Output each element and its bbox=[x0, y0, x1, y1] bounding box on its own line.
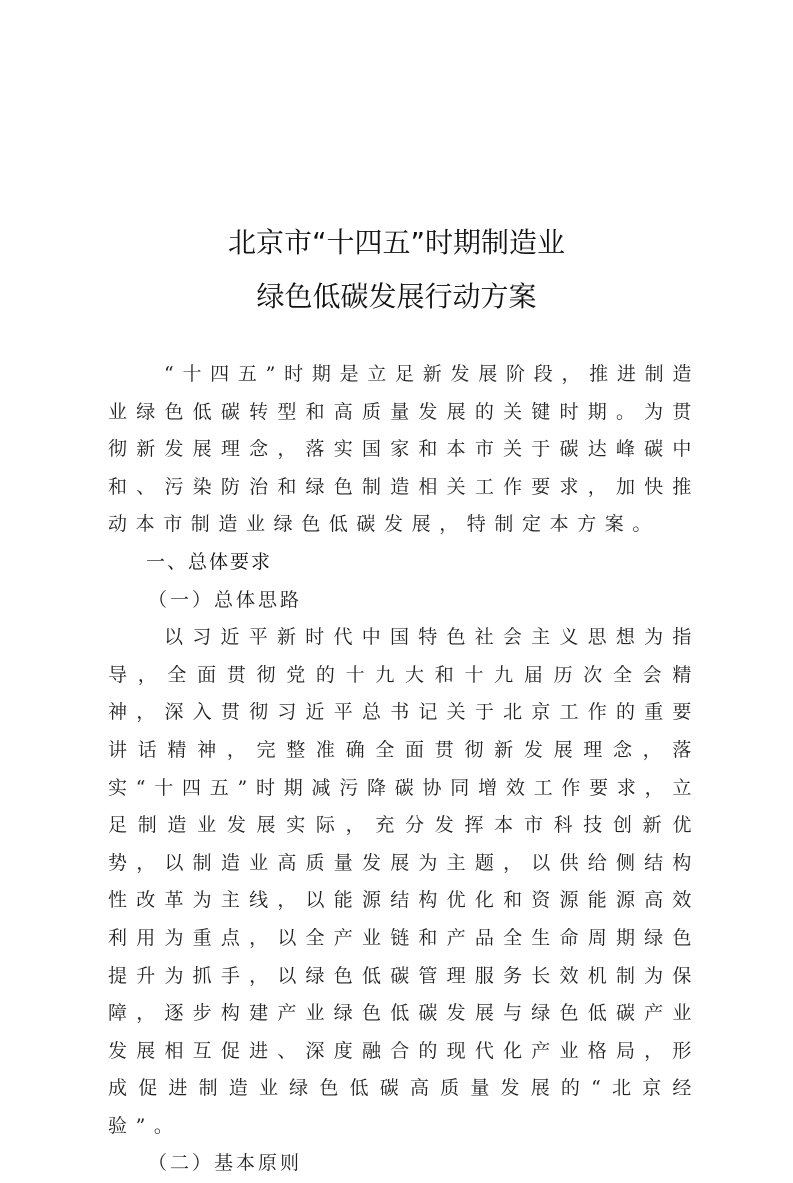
section-heading-general-requirements: 一、总体要求 bbox=[146, 550, 273, 573]
overall-approach-paragraph: 以习近平新时代中国特色社会主义思想为指导，全面贯彻党的十九大和十九届历次全会精神，深入贯彻习近平总书记关于北京工作的重要讲话精神，完整准确全面贯彻新发展理念，落实“十四五”时期减污降碳协同增效工作要求，立足制造业发展实际，充分发挥本市科技创新优势，以制造业高质量发展为主题，以供给侧结构性改革为主线，以能源结构优化和资源能源高效利用为重点，以全产业链和产品全生命周期绿色提升为抓手，以绿色低碳管理服务长效机制为保障，逐步构建产业绿色低碳发展与绿色低碳产业发展相互促进、深度融合的现代化产业格局，形成促进制造业绿色低碳高质量发展的“北京经验”。 bbox=[108, 626, 700, 1137]
document-title-line1: 北京市“十四五”时期制造业 bbox=[227, 226, 565, 259]
subsection-heading-basic-principles: （二）基本原则 bbox=[148, 1152, 303, 1175]
intro-paragraph: “十四五”时期是立足新发展阶段，推进制造业绿色低碳转型和高质量发展的关键时期。为贯彻新发展理念，落实国家和本市关于碳达峰碳中和、污染防治和绿色制造相关工作要求，加快推动本市制造业绿色低碳发展，特制定本方案。 bbox=[108, 363, 700, 536]
subsection-heading-overall-approach: （一）总体思路 bbox=[148, 588, 303, 611]
document-body bbox=[108, 356, 700, 1183]
document-title-line2: 绿色低碳发展行动方案 bbox=[256, 280, 537, 313]
